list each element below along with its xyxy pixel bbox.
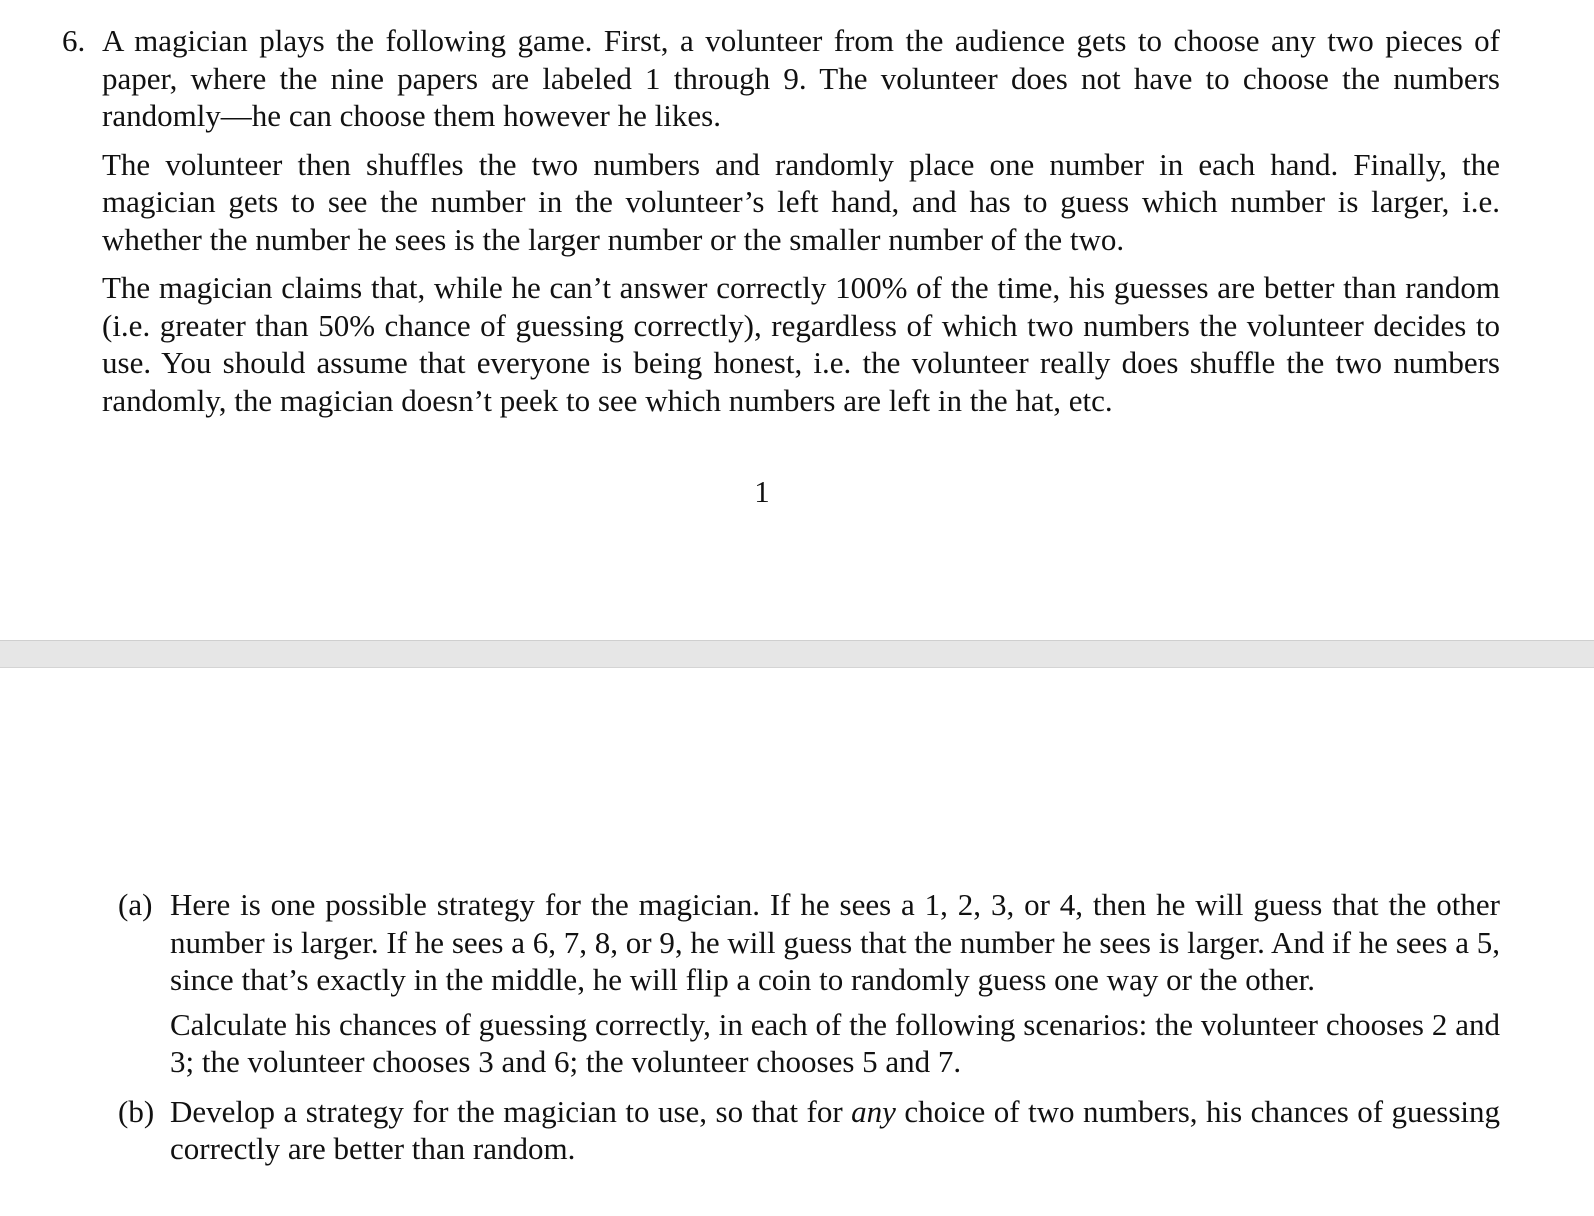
problem-6 <box>62 22 1500 430</box>
part-b-text-before: Develop a strategy for the magician to use, so that for <box>170 1093 843 1129</box>
part-b-label: (b) <box>118 1093 155 1129</box>
problem-paragraph-3: The magician claims that, while he can’t answer correctly 100% of the time, his guesses are better than random (i.e. greater than 50% chance of guessing correctly), regardless of which two numbers the volunteer decides to use. You should assume that everyone is being honest, i.e. the volunteer really does shuffle the two numbers randomly, the magician doesn’t peek to see which numbers are left in the hat, etc. <box>102 270 1500 418</box>
part-a <box>118 886 1500 1081</box>
part-b-text-after: choice of two numbers, his chances of guessing correctly are better than random. <box>170 1093 1501 1166</box>
part-a-label: (a) <box>118 887 153 922</box>
problem-parts <box>118 886 1500 1180</box>
part-b-content <box>170 1093 1500 1168</box>
part-a-paragraph-1: Here is one possible strategy for the magician. If he sees a 1, 2, 3, or 4, then he will guess that the other number is larger. If he sees a 6, 7, 8, or 9, he will guess that the number he sees is larger. And if he sees a 5, since that’s exactly in the middle, he will flip a coin to randomly guess one way or the other. <box>170 887 1500 997</box>
part-a-paragraph-2: Calculate his chances of guessing correctly, in each of the following scenarios: the volunteer chooses 2 and 3; the volunteer chooses 3 and 6; the volunteer chooses 5 and 7. <box>170 1006 1500 1079</box>
problem-paragraph-2: The volunteer then shuffles the two numbers and randomly place one number in each hand. Finally, the magician gets to see the number in the volunteer’s left hand, and has to guess which number is larger, i.e. whether the number he sees is the larger number or the smaller number of the two. <box>102 146 1500 257</box>
part-b <box>118 1093 1500 1168</box>
problem-paragraph-1: A magician plays the following game. First, a volunteer from the audience gets to choose any two pieces of paper, where the nine papers are labeled 1 through 9. The volunteer does not have to choose the numbers randomly—he can choose them however he likes. <box>102 23 1500 133</box>
part-b-emphasis: any <box>851 1093 896 1129</box>
page-separator <box>0 640 1594 668</box>
problem-number: 6. <box>62 23 86 58</box>
page-number: 1 <box>754 474 770 509</box>
part-a-content <box>170 886 1500 1081</box>
page-2 <box>0 668 1594 1216</box>
problem-body <box>102 22 1500 419</box>
part-b-paragraph <box>170 1093 1500 1168</box>
